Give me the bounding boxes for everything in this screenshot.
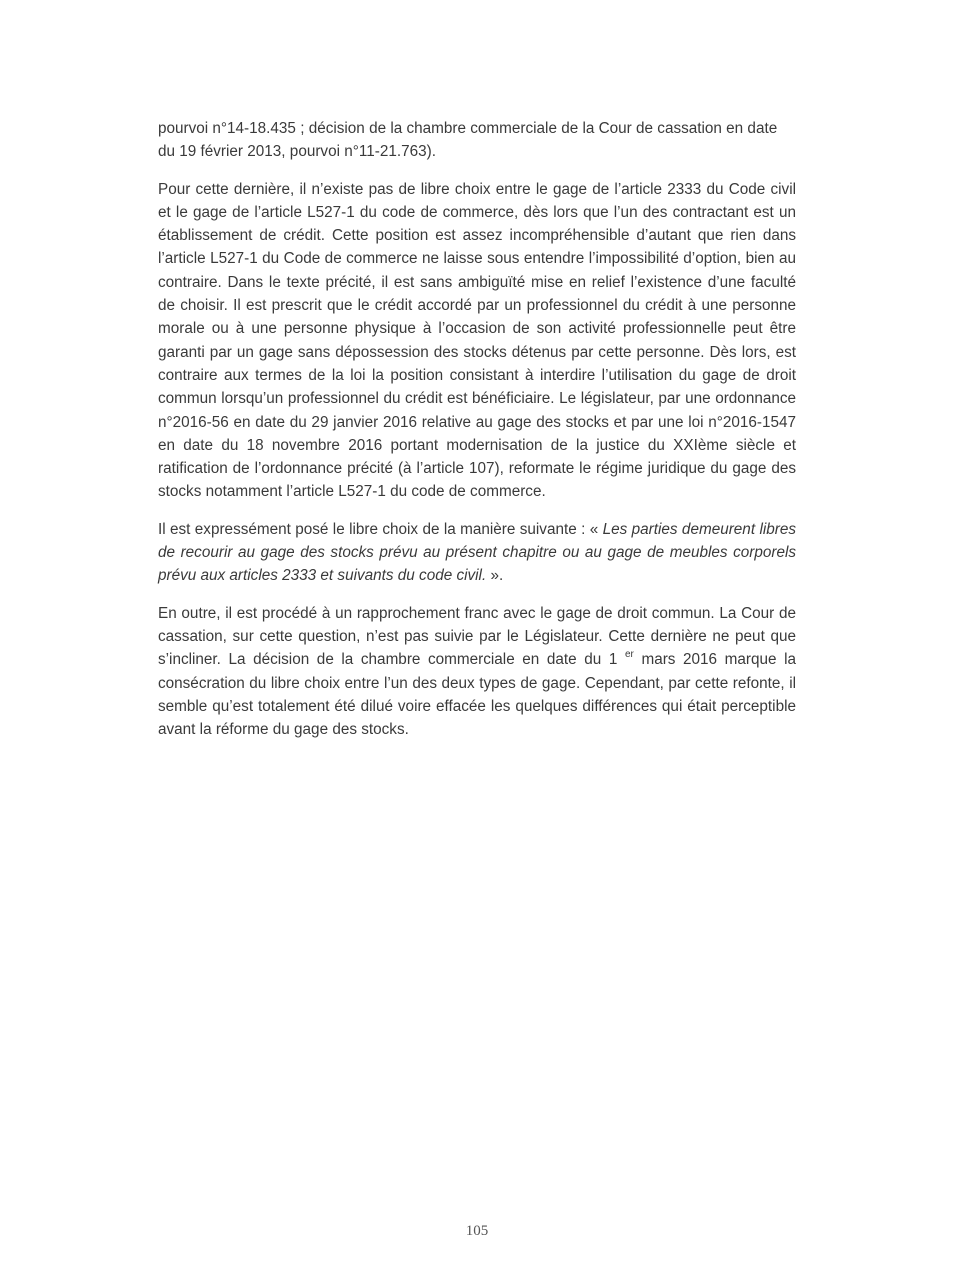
body-text bbox=[158, 117, 796, 755]
conclusion-text-end: mars 2016 marque la consécration du libre choix entre l’un des deux types de gage. Cependant, par cette refonte, il semble qu’est totalement été dilué voire effacée les quelques différences qui était perceptible avant la réforme du gage des stocks. bbox=[158, 651, 796, 739]
paragraph-quote bbox=[158, 518, 796, 588]
superscript-er: er bbox=[624, 649, 634, 661]
quote-text: Les parties demeurent libres de recourir au gage des stocks prévu au présent chapitre ou au gage de meubles corporels prévu aux articles 2333 et suivants du code civil. bbox=[158, 520, 796, 585]
paragraph-conclusion bbox=[158, 602, 796, 742]
quote-intro: Il est expressément posé le libre choix de la manière suivante : « bbox=[158, 520, 603, 538]
conclusion-text-start: En outre, il est procédé à un rapprochement franc avec le gage de droit commun. La Cour de cassation, sur cette question, n’est pas suivie par le Législateur. Cette dernière ne peut que s’incliner. La décision de la chambre commerciale en date du 1 bbox=[158, 604, 796, 669]
paragraph-analysis: Pour cette dernière, il n’existe pas de libre choix entre le gage de l’article 2333 du Code civil et le gage de l’article L527-1 du code de commerce, dès lors que l’un des contractant est un établissement de crédit. Cette position est assez incompréhensible d’autant que rien dans l’article L527-1 du Code de commerce ne laisse sous entendre l’impossibilité d’option, bien au contraire. Dans le texte précité, il est sans ambiguïté mise en relief l’existence d’une faculté de choisir. Il est prescrit que le crédit accordé par un professionnel du crédit à une personne morale ou à une personne physique à l’occasion de son activité professionnelle peut être garanti par un gage sans dépossession des stocks détenus par cette personne. Dès lors, est contraire aux termes de la loi la position consistant à interdire l’utilisation du gage de droit commun lorsqu’un professionnel du crédit est bénéficiaire. Le législateur, par une ordonnance n°2016-56 en date du 29 janvier 2016 relative au gage des stocks et par une loi n°2016-1547 en date du 18 novembre 2016 portant modernisation de la justice du XXIème siècle et ratification de l’ordonnance précité (à l’article 107), reformate le régime juridique du gage des stocks notamment l’article L527-1 du code de commerce. bbox=[158, 180, 796, 501]
quote-outro: ». bbox=[486, 567, 504, 585]
paragraph-citation-end: pourvoi n°14-18.435 ; décision de la chambre commerciale de la Cour de cassation en date du 19 février 2013, pourvoi n°11-21.763). bbox=[158, 120, 778, 161]
page-number: 105 bbox=[465, 1223, 489, 1239]
